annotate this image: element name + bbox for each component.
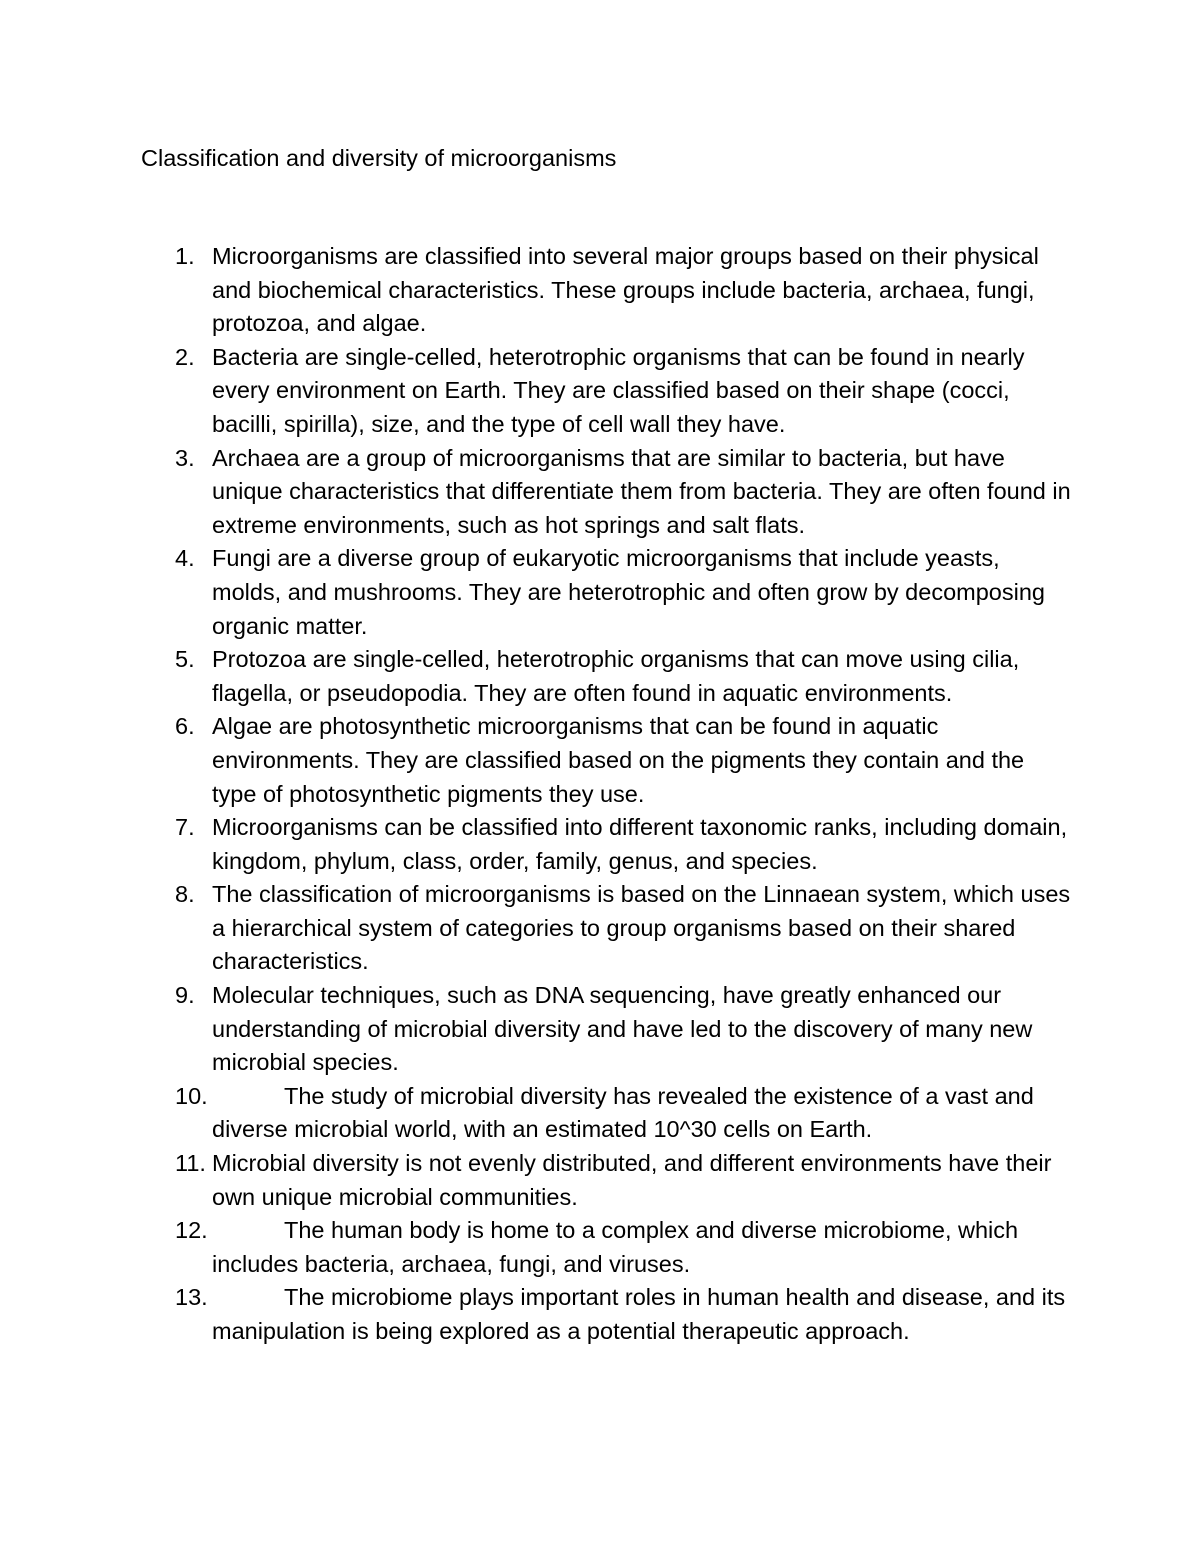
list-item-text: Bacteria are single-celled, heterotrophic organisms that can be found in nearly every environment on Earth. They are classified based on their shape (cocci, bacilli, spirilla), size, and the type of cell wall they have. <box>212 343 1025 437</box>
list-item-text: The study of microbial diversity has revealed the existence of a vast and diverse microbial world, with an estimated 10^30 cells on Earth. <box>212 1082 1034 1143</box>
list-item-number: 1. <box>175 243 195 269</box>
list-item-text: Protozoa are single-celled, heterotrophic organisms that can move using cilia, flagella, or pseudopodia. They are often found in aquatic environments. <box>212 646 1020 706</box>
list-item-number: 8. <box>175 881 195 908</box>
list-item-number: 13. <box>175 1284 208 1311</box>
list-item-number: 4. <box>175 545 195 572</box>
list-item-text: Algae are photosynthetic microorganisms that can be found in aquatic environments. They are classified based on the pigments they contain and the type of photosynthetic pigments they use. <box>212 713 1025 807</box>
list-item-number: 11. <box>175 1150 206 1177</box>
list-item-number: 5. <box>175 646 195 673</box>
list-item-number: 6. <box>175 713 195 740</box>
list-item <box>0 1214 1200 1281</box>
list-item-text: The microbiome plays important roles in human health and disease, and its manipulation is being explored as a potential therapeutic approach. <box>212 1284 1066 1344</box>
list-item-text: Molecular techniques, such as DNA sequencing, have greatly enhanced our understanding of microbial diversity and have led to the discovery of many new microbial species. <box>212 982 1033 1076</box>
list-item <box>0 1147 1200 1214</box>
list-item-number: 2. <box>175 343 195 370</box>
list-item-number: 12. <box>175 1217 208 1244</box>
list-item-text: Microbial diversity is not evenly distributed, and different environments have their own unique microbial communities. <box>212 1150 1052 1210</box>
list-item-text: Archaea are a group of microorganisms that are similar to bacteria, but have unique characteristics that differentiate them from bacteria. They are often found in extreme environments, such as hot springs and salt flats. <box>212 444 1071 538</box>
list-item <box>0 341 1200 442</box>
numbered-list <box>0 240 1200 1349</box>
list-item-text: Microorganisms can be classified into different taxonomic ranks, including domain, kingdom, phylum, class, order, family, genus, and species. <box>212 814 1068 874</box>
list-item-text: The classification of microorganisms is based on the Linnaean system, which uses a hierarchical system of categories to group organisms based on their shared characteristics. <box>212 881 1071 975</box>
list-item <box>0 710 1200 811</box>
list-item <box>0 240 1200 341</box>
list-item-number: 10. <box>175 1082 208 1109</box>
list-item-number: 9. <box>175 982 195 1009</box>
list-item <box>0 643 1200 710</box>
list-item <box>0 979 1200 1080</box>
list-item-text: Microorganisms are classified into several major groups based on their physical and biochemical characteristics. These groups include bacteria, archaea, fungi, protozoa, and algae. <box>212 243 1039 337</box>
list-item <box>0 1080 1200 1147</box>
list-item-text: Fungi are a diverse group of eukaryotic microorganisms that include yeasts, molds, and mushrooms. They are heterotrophic and often grow by decomposing organic matter. <box>212 545 1045 639</box>
list-item <box>0 1281 1200 1348</box>
list-item-text: The human body is home to a complex and diverse microbiome, which includes bacteria, archaea, fungi, and viruses. <box>212 1217 1019 1277</box>
list-item-number: 7. <box>175 814 195 841</box>
document-title: Classification and diversity of microorganisms <box>141 145 617 171</box>
list-item-number: 3. <box>175 444 195 471</box>
list-item <box>0 811 1200 878</box>
list-item <box>0 878 1200 979</box>
list-item <box>0 442 1200 543</box>
list-item <box>0 542 1200 643</box>
